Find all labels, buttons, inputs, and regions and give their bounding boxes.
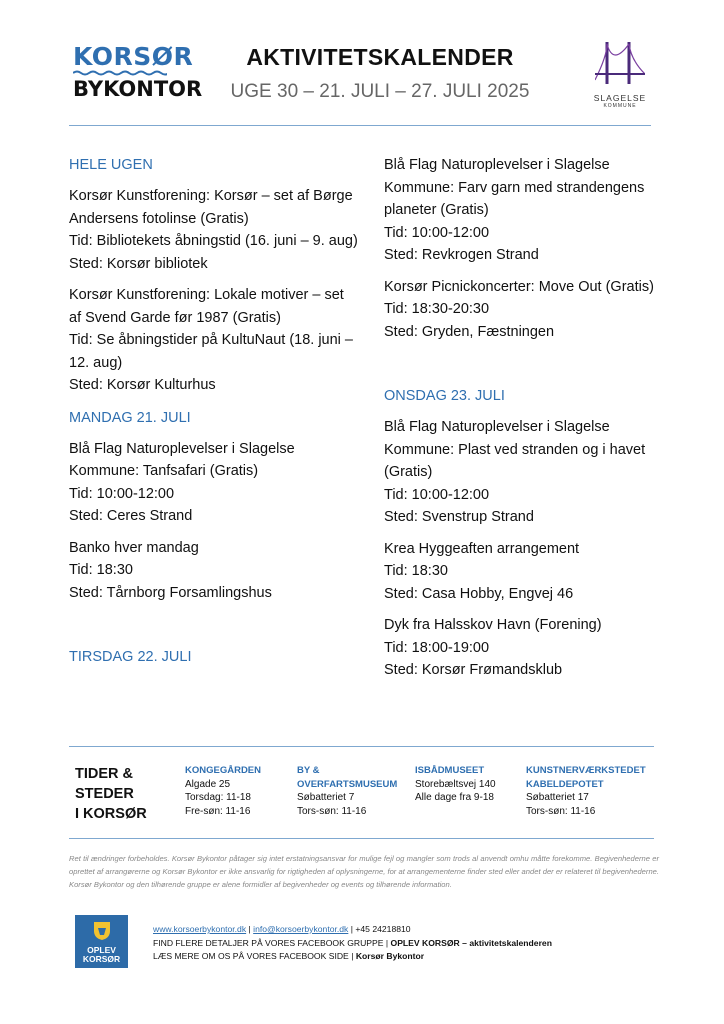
contact-line (153, 923, 552, 937)
venue-line: Algade 25 (185, 778, 231, 790)
places-divider-bottom (69, 838, 654, 839)
venue-line: Fre-søn: 11-16 (185, 805, 251, 817)
logo-line-2: BYKONTOR (73, 77, 203, 101)
day-heading-tirsdag: TIRSDAG 22. JULI (69, 649, 192, 665)
email-link[interactable]: info@korsoerbykontor.dk (253, 924, 349, 934)
event-time: Tid: 18:30-20:30 (384, 301, 490, 317)
event-item (384, 538, 674, 606)
event-title: Krea Hyggeaften arrangement (384, 540, 580, 557)
logo-right-sub: KOMMUNE (603, 103, 637, 109)
event-time: Tid: 18:30 (384, 563, 448, 579)
venue-line: Søbatteriet 17 (526, 792, 589, 803)
event-time: Tid: 18:30 (69, 562, 133, 578)
venue-line: Torsdag: 11-18 (185, 792, 251, 803)
venue-name: KONGEGÅRDEN (185, 765, 262, 776)
page-subtitle: UGE 30 – 21. JULI – 27. JULI 2025 (230, 81, 530, 102)
facebook-page-text: LÆS MERE OM OS PÅ VORES FACEBOOK SIDE (153, 951, 349, 961)
footer-info (153, 923, 552, 964)
event-title: Korsør Kunstforening: Lokale motiver – set af Svend Garde før 1987 (Gratis) (69, 287, 344, 326)
phone-number: +45 24218810 (355, 924, 411, 934)
event-item (69, 284, 359, 397)
places-heading-line: I KORSØR (75, 806, 147, 822)
day-heading-mandag: MANDAG 21. JULI (69, 409, 191, 426)
separator: | (350, 924, 356, 934)
event-place: Sted: Korsør Kulturhus (69, 377, 216, 393)
separator: | (351, 951, 356, 961)
venue-line: Tors-søn: 11-16 (526, 805, 596, 817)
event-place: Sted: Gryden, Fæstningen (384, 323, 555, 340)
logo-line-1: KORSØR (73, 42, 194, 71)
event-place: Sted: Korsør Frømandsklub (384, 662, 563, 678)
event-time: Tid: 18:00-19:00 (384, 639, 490, 656)
separator: | (248, 924, 254, 934)
bridge-icon (595, 40, 645, 86)
venue-name: KUNSTNERVÆRKSTEDET KABELDEPOTET (526, 765, 646, 790)
event-place: Sted: Revkrogen Strand (384, 247, 539, 263)
event-place: Sted: Svenstrup Strand (384, 509, 534, 525)
event-place: Sted: Korsør bibliotek (69, 255, 208, 272)
event-time: Tid: 10:00-12:00 (384, 224, 490, 241)
event-title: Dyk fra Halsskov Havn (Forening) (384, 617, 602, 633)
event-place: Sted: Ceres Strand (69, 508, 193, 524)
event-item (384, 416, 674, 529)
venue-kabeldepotet (526, 764, 654, 818)
day-heading-hele-ugen: HELE UGEN (69, 157, 153, 173)
places-heading-line: TIDER & (75, 766, 133, 782)
event-title-text: Blå Flag Naturoplevelser i Slagelse Kommune: Tanfsafari (Gratis) (69, 440, 295, 479)
page-title: AKTIVITETSKALENDER (246, 44, 514, 70)
crest-icon (93, 921, 111, 941)
event-title: Blå Flag Naturoplevelser i Slagelse Kommune: Plast ved stranden og i havet (Gratis) (384, 419, 646, 480)
slagelse-kommune-logo (588, 40, 652, 109)
venue-line: Søbatteriet 7 (297, 792, 355, 803)
event-item (384, 276, 674, 344)
event-item (384, 154, 674, 267)
facebook-page-line (153, 950, 552, 964)
facebook-group-name: OPLEV KORSØR (390, 937, 460, 948)
logo-text-korsoer: KORSØR (82, 954, 121, 964)
venue-isbaadmuseet (415, 764, 520, 805)
facebook-group-tail: – aktivitetskalenderen (462, 937, 552, 948)
event-time: Tid: 10:00-12:00 (384, 486, 490, 503)
korsoer-bykontor-logo (73, 42, 203, 101)
facebook-group-text: FIND FLERE DETALJER PÅ VORES FACEBOOK GRUPPE (153, 937, 384, 948)
event-item (69, 185, 359, 275)
places-divider-top (69, 746, 654, 747)
places-heading-line: STEDER (75, 786, 134, 802)
facebook-page-name: Korsør Bykontor (355, 951, 425, 961)
event-place: Sted: Casa Hobby, Engvej 46 (384, 585, 574, 602)
right-column (384, 154, 674, 682)
separator: | (385, 937, 391, 948)
venue-line: Tors-søn: 11-16 (297, 805, 367, 817)
oplev-korsoer-logo (75, 915, 128, 968)
venue-name: BY & OVERFARTSMUSEUM (297, 765, 398, 790)
venue-line: Storebæltsvej 140 (415, 778, 496, 790)
venue-name: ISBÅDMUSEET (415, 765, 485, 776)
venue-kongegaarden (185, 764, 285, 818)
event-time: Tid: 10:00-12:00 (69, 485, 175, 502)
event-item (69, 537, 359, 605)
logo-text-oplev: OPLEV (87, 945, 116, 955)
disclaimer-text: Ret til ændringer forbeholdes. Korsør Bykontor påtager sig intet erstatningsansvar for mulige fejl og mangler som trods al anvendt omhu måtte forekomme. Begivenhederne er oprettet af arrangørerne og Korsør Bykontor er ikke ansvarlig for rigtigheden af oplysningerne, for at arrangementerne finder sted eller andet der er relateret til begivenhederne. Korsør Bykontor og den tilhørende gruppe er alene formidler af begivenheder og events og tilhørende information. (69, 854, 659, 889)
event-title: Banko hver mandag (69, 539, 199, 556)
website-link[interactable]: www.korsoerbykontor.dk (153, 924, 247, 934)
day-heading-onsdag: ONSDAG 23. JULI (384, 388, 505, 404)
event-place: Sted: Tårnborg Forsamlingshus (69, 584, 272, 601)
left-column (69, 154, 359, 668)
event-title (69, 438, 359, 483)
event-title: Korsør Kunstforening: Korsør – set af Børge Andersens fotolinse (Gratis) (69, 188, 353, 227)
places-heading (75, 764, 147, 824)
logo-right-name: SLAGELSE (593, 93, 647, 103)
event-title: Blå Flag Naturoplevelser i Slagelse Kommune: Farv garn med strandengens planeter (Gratis) (384, 157, 645, 218)
event-time: Tid: Se åbningstider på KultuNaut (18. juni – 12. aug) (69, 332, 353, 371)
header-divider (69, 125, 651, 126)
event-item (69, 438, 359, 528)
venue-line: Alle dage fra 9-18 (415, 792, 494, 803)
event-time: Tid: Bibliotekets åbningstid (16. juni – 9. aug) (69, 233, 358, 249)
event-item (384, 614, 674, 682)
venue-by-overfartsmuseum (297, 764, 405, 818)
facebook-group-line (153, 937, 552, 951)
event-title: Korsør Picnickoncerter: Move Out (Gratis) (384, 278, 654, 295)
